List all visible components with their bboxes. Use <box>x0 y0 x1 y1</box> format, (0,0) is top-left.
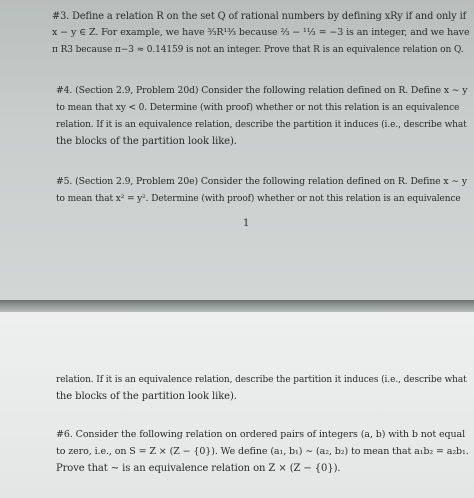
bottom-page <box>0 312 474 498</box>
problem3-line1: #3. Define a relation R on the set Q of rational numbers by defining xRy if and only if <box>52 11 467 22</box>
page-divider <box>0 300 474 312</box>
problem6-line2: to zero, i.e., on S = Z × (Z − {0}). We define (a₁, b₁) ∼ (a₂, b₂) to mean that a₁b₂ = a₂b₁. <box>56 446 469 457</box>
problem5-line2: to mean that x² = y². Determine (with proof) whether or not this relation is an equivalence <box>56 194 461 204</box>
page-number: 1 <box>243 218 250 229</box>
problem5-continued-line1: relation. If it is an equivalence relation, describe the partition it induces (i.e., describe what <box>56 375 467 385</box>
problem6-line3: Prove that ∼ is an equivalence relation on Z × (Z − {0}). <box>56 463 341 474</box>
problem6-line1: #6. Consider the following relation on ordered pairs of integers (a, b) with b not equal <box>56 429 466 440</box>
problem4-line3: relation. If it is an equivalence relation, describe the partition it induces (i.e., describe what <box>56 120 467 130</box>
problem3-line2: x − y ∈ Z. For example, we have ³⁄₃R¹³⁄₃ because ²⁄₃ − ¹¹⁄₃ = −3 is an integer, and we have <box>52 27 470 38</box>
problem4-line1: #4. (Section 2.9, Problem 20d) Consider the following relation defined on R. Define x ∼ y <box>56 85 468 96</box>
problem3-line3: π R3 because π−3 ≈ 0.14159 is not an integer. Prove that R is an equivalence relation on Q. <box>52 45 464 55</box>
problem5-continued-line2: the blocks of the partition look like). <box>56 391 237 402</box>
problem4-line4: the blocks of the partition look like). <box>56 136 237 147</box>
problem5-line1: #5. (Section 2.9, Problem 20e) Consider the following relation defined on R. Define x ∼ y <box>56 176 467 187</box>
problem4-line2: to mean that xy < 0. Determine (with proof) whether or not this relation is an equivalence <box>56 103 460 113</box>
